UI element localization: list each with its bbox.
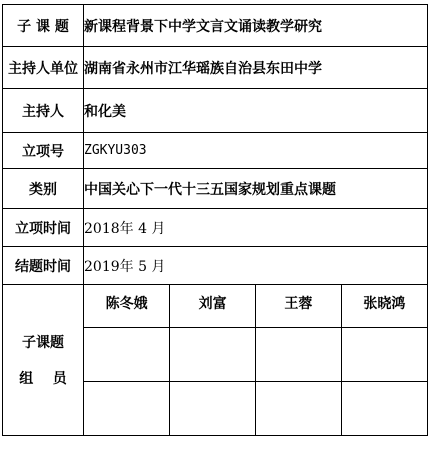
- member-name-3: 王蓉: [256, 285, 342, 327]
- member-empty-cell: [84, 381, 170, 435]
- members-grid: [84, 285, 427, 435]
- host-value: 和化美: [84, 89, 428, 133]
- member-name-2: 刘富: [170, 285, 256, 327]
- project-number-value: ZGKYU303: [84, 133, 428, 169]
- row-host-unit: [3, 47, 428, 89]
- subtopic-label: 子 课 题: [3, 5, 84, 47]
- members-label-cell: [3, 285, 84, 436]
- row-project-number: [3, 133, 428, 169]
- end-date-value: 2019年 5 月: [84, 247, 428, 285]
- member-empty-cell: [256, 381, 342, 435]
- host-unit-label: 主持人单位: [3, 47, 84, 89]
- project-number-label: 立项号: [3, 133, 84, 169]
- row-members: [3, 285, 428, 436]
- row-end-date: [3, 247, 428, 285]
- row-subtopic: [3, 5, 428, 47]
- member-name-1: 陈冬娥: [84, 285, 170, 327]
- member-empty-cell: [341, 381, 427, 435]
- member-empty-cell: [84, 327, 170, 381]
- subtopic-value: 新课程背景下中学文言文诵读教学研究: [84, 5, 428, 47]
- member-empty-cell: [170, 327, 256, 381]
- members-grid-cell: [84, 285, 428, 436]
- member-empty-cell: [341, 327, 427, 381]
- members-label-line1: 子课题: [22, 335, 64, 351]
- project-info-table: [2, 4, 428, 436]
- start-date-value: 2018年 4 月: [84, 209, 428, 247]
- member-empty-cell: [256, 327, 342, 381]
- row-category: [3, 169, 428, 209]
- host-label: 主持人: [3, 89, 84, 133]
- row-start-date: [3, 209, 428, 247]
- member-name-4: 张晓鸿: [341, 285, 427, 327]
- row-host: [3, 89, 428, 133]
- category-label: 类别: [3, 169, 84, 209]
- start-date-label: 立项时间: [3, 209, 84, 247]
- end-date-label: 结题时间: [3, 247, 84, 285]
- members-label-line2: 组 员: [19, 371, 67, 387]
- host-unit-value: 湖南省永州市江华瑶族自治县东田中学: [84, 47, 428, 89]
- member-empty-cell: [170, 381, 256, 435]
- category-value: 中国关心下一代十三五国家规划重点课题: [84, 169, 428, 209]
